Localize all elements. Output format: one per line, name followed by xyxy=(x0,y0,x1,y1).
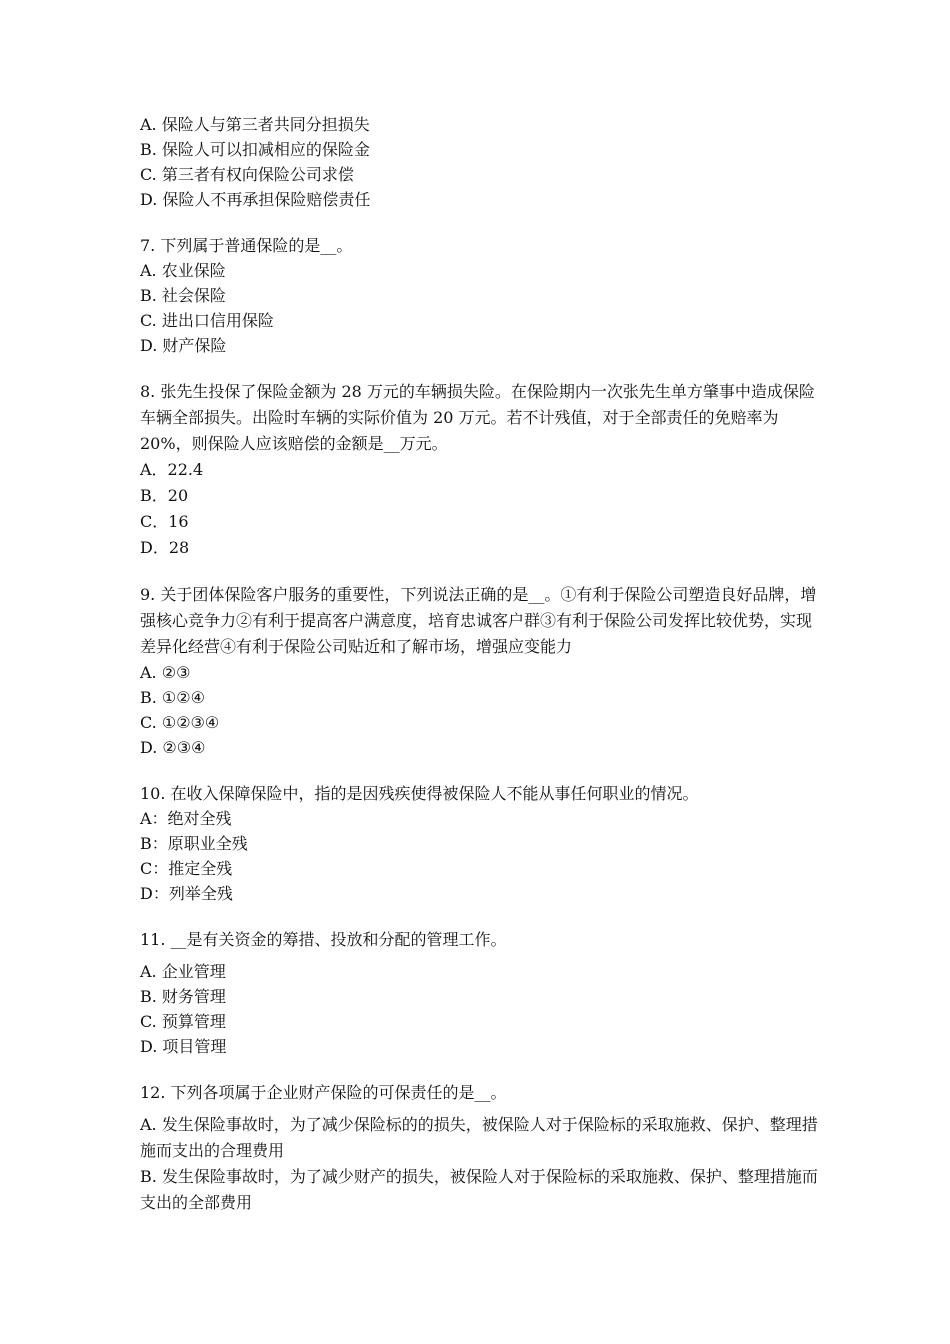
q11-option-a: A. 企业管理 xyxy=(140,962,226,981)
q10-option-c: C：推定全残 xyxy=(140,859,233,878)
q9-option-b: B. ①②④ xyxy=(140,688,205,707)
q6-option-d: D. 保险人不再承担保险赔偿责任 xyxy=(140,190,371,209)
q11-stem: 11. __是有关资金的筹措、投放和分配的管理工作。 xyxy=(140,930,507,949)
q8-option-b: B．20 xyxy=(140,486,189,505)
q7-option-d: D. 财产保险 xyxy=(140,336,227,355)
q6-option-c: C. 第三者有权向保险公司求偿 xyxy=(140,165,354,184)
q9-option-d: D. ②③④ xyxy=(140,738,206,757)
q12-option-a: A. 发生保险事故时，为了减少保险标的的损失，被保险人对于保险标的采取施救、保护、整理措施而支出的合理费用 xyxy=(140,1115,818,1160)
q8-option-d: D．28 xyxy=(140,538,190,557)
q7-option-a: A. 农业保险 xyxy=(140,261,226,280)
q8-option-a: A．22.4 xyxy=(140,460,204,479)
document-page xyxy=(140,112,820,1216)
q11-option-c: C. 预算管理 xyxy=(140,1012,226,1031)
q10-stem: 10. 在收入保障保险中，指的是因残疾使得被保险人不能从事任何职业的情况。 xyxy=(140,784,699,803)
q9-stem: 9. 关于团体保险客户服务的重要性，下列说法正确的是__。①有利于保险公司塑造良好品牌，增强核心竞争力②有利于提高客户满意度，培育忠诚客户群③有利于保险公司发挥比较优势，实现差异化经营④有利于保险公司贴近和了解市场，增强应变能力 xyxy=(140,585,817,656)
q7-option-c: C. 进出口信用保险 xyxy=(140,311,274,330)
q6-option-b: B. 保险人可以扣减相应的保险金 xyxy=(140,140,370,159)
q10-option-b: B：原职业全残 xyxy=(140,834,248,853)
q12-stem: 12. 下列各项属于企业财产保险的可保责任的是__。 xyxy=(140,1083,507,1102)
q10-option-a: A：绝对全残 xyxy=(140,809,232,828)
q6-option-a: A. 保险人与第三者共同分担损失 xyxy=(140,115,370,134)
q11-option-d: D. 项目管理 xyxy=(140,1037,227,1056)
q8-stem: 8. 张先生投保了保险金额为 28 万元的车辆损失险。在保险期内一次张先生单方肇事中造成保险车辆全部损失。出险时车辆的实际价值为 20 万元。若不计残值，对于全部责任的免赔率为 20%，则保险人应该赔偿的金额是__万元。 xyxy=(140,382,815,453)
q10-option-d: D：列举全残 xyxy=(140,884,233,903)
q7-option-b: B. 社会保险 xyxy=(140,286,226,305)
q12-option-b: B. 发生保险事故时，为了减少财产的损失，被保险人对于保险标的采取施救、保护、整理措施而支出的全部费用 xyxy=(140,1167,818,1212)
q11-option-b: B. 财务管理 xyxy=(140,987,226,1006)
q7-stem: 7. 下列属于普通保险的是__。 xyxy=(140,236,353,255)
q8-option-c: C．16 xyxy=(140,512,189,531)
q9-option-c: C. ①②③④ xyxy=(140,713,220,732)
q9-option-a: A. ②③ xyxy=(140,663,191,682)
